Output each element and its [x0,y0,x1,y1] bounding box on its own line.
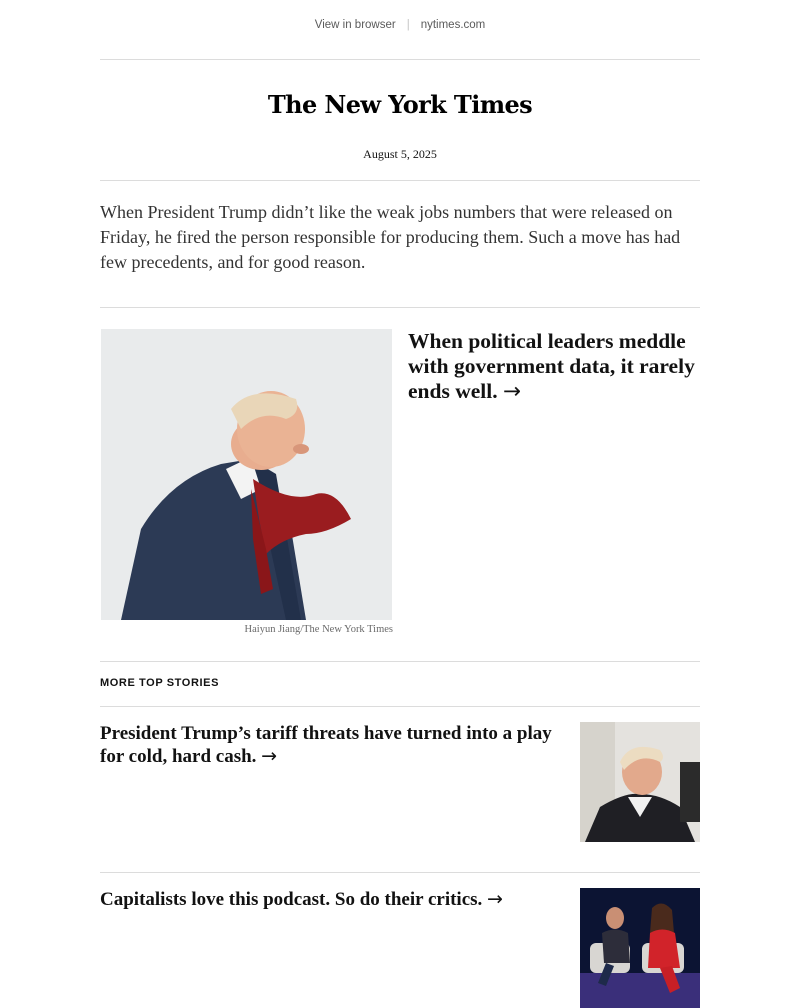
link-separator: | [406,18,410,31]
story-item [100,873,700,1008]
story-headline-link[interactable] [100,888,565,1008]
masthead [100,60,700,181]
story-thumbnail-image [580,722,700,842]
story-item [100,707,700,842]
feature-photo-image [101,329,392,620]
top-links-bar [100,0,700,60]
story-thumbnail[interactable] [580,722,700,842]
intro-paragraph: When President Trump didn’t like the weak jobs numbers that were released on Friday, he fired the person responsible for producing them. Such a move has had few precedents, and for good reason. [100,181,700,308]
feature-photo-column [101,329,393,635]
feature-story [100,308,700,635]
story-thumbnail[interactable] [580,888,700,1008]
arrow-right-icon: → [502,379,521,404]
nytimes-site-link[interactable]: nytimes.com [420,18,486,31]
photo-credit: Haiyun Jiang/The New York Times [244,624,393,635]
story-headline: Capitalists love this podcast. So do their critics. [100,889,483,910]
story-headline: President Trump’s tariff threats have turned into a play for cold, hard cash. [100,723,552,767]
section-label: MORE TOP STORIES [100,677,220,689]
story-thumbnail-image [580,888,700,1008]
newsletter [100,0,700,1008]
feature-photo[interactable] [101,329,392,620]
feature-headline-link[interactable] [408,329,700,635]
issue-date: August 5, 2025 [100,147,700,181]
story-headline-link[interactable] [100,722,565,842]
view-in-browser-link[interactable]: View in browser [314,18,396,31]
nyt-logo[interactable]: The New York Times [267,90,533,119]
arrow-right-icon: → [261,745,278,767]
feature-headline: When political leaders meddle with government data, it rarely ends well. [408,329,695,403]
arrow-right-icon: → [487,888,503,910]
